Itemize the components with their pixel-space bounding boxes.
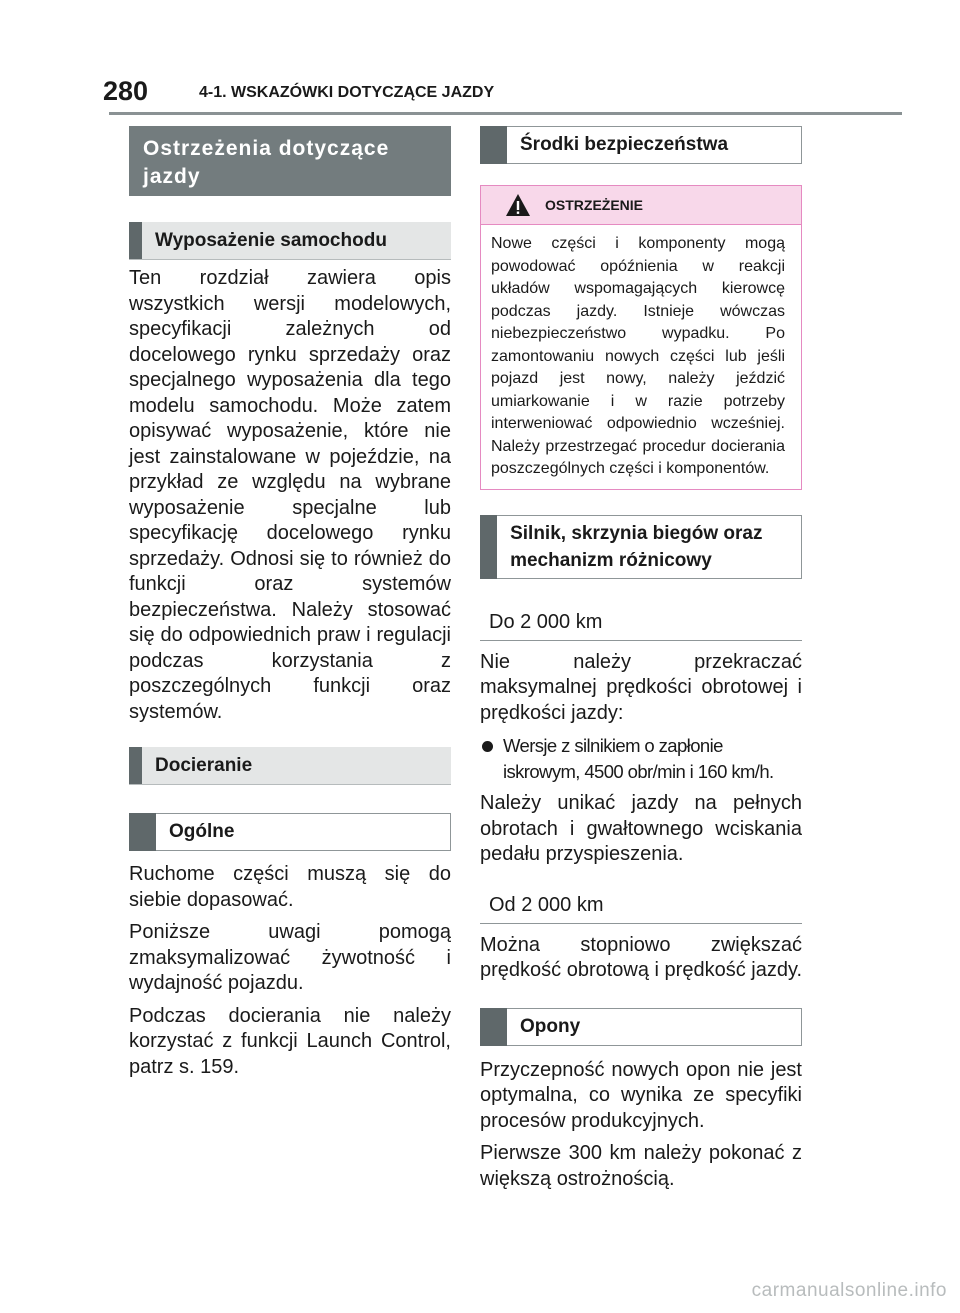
general-paragraph-2: Poniższe uwagi pomogą zmaksymalizować żywotność i wydajność pojazdu. (129, 921, 451, 994)
subsection-label: Wyposażenie samochodu (155, 229, 387, 251)
equipment-paragraph: Ten rozdział zawiera opis wszystkich wersji modelowych, specyfikacji zależnych od docelowego rynku sprzedaży oraz specjalnego wyposażenia dla tego modelu samochodu. Może zatem opisywać wyposażenie, które nie jest zainstalowane w pojeździe, na przykład ze względu na wybrane wyposażenie specjalne lub specyfikację docelowego rynku sprzedaży. Odnosi się to również do funkcji oraz systemów bezpieczeństwa. Należy stosować się do odpowiednich praw i regulacji podczas korzystania z poszczególnych funkcji oraz systemów. (129, 267, 451, 723)
subsection-label: Opony (520, 1015, 581, 1037)
subsection-marker (129, 813, 156, 851)
general-paragraph-3: Podczas docierania nie należy korzystać z funkcji Launch Control, patrz s. 159. (129, 1004, 451, 1078)
warning-header (481, 186, 801, 225)
chapter-title: 4-1. WSKAZÓWKI DOTYCZĄCE JAZDY (199, 84, 495, 101)
subsection-marker (129, 747, 142, 784)
warning-text: Nowe części i komponenty mogą powodować opóźnienia w reakcji układów wspomagających kierowcę podczas jazdy. Istnieje wówczas niebezpieczeństwo wypadku. Po zamontowaniu nowych części lub jeśli pojazd jest nowy, należy jeździć umiarkowanie i w razie potrzeby interweniować odpowiednio wcześniej. Należy przestrzegać procedur docierania poszczególnych części i komponentów. (491, 235, 785, 477)
header-rule (109, 112, 902, 115)
warning-triangle-icon (505, 193, 531, 217)
warning-box (480, 185, 802, 490)
general-paragraph-1: Ruchome części muszą się do siebie dopasować. (129, 863, 451, 911)
km-heading-from-2000: Od 2 000 km (480, 886, 802, 924)
right-column (480, 126, 802, 1192)
subsection-label: Silnik, skrzynia biegów oraz mechanizm różnicowy (510, 522, 763, 571)
subsection-general (129, 813, 451, 851)
warning-title: OSTRZEŻENIE (545, 197, 644, 213)
watermark: carmanualsonline.info (751, 1280, 947, 1301)
left-column (129, 126, 451, 1080)
bullet-text: Wersje z silnikiem o zapłonie iskrowym, 4500 obr/min i 160 km/h. (503, 735, 774, 782)
km2-paragraph: Można stopniowo zwiększać prędkość obrotową i prędkość jazdy. (480, 933, 803, 981)
km1-bullet (480, 733, 802, 784)
subsection-tires (480, 1008, 802, 1046)
subsection-label: Docieranie (155, 754, 253, 776)
subsection-marker (480, 126, 507, 164)
tires-paragraph-2: Pierwsze 300 km należy pokonać z większą ostrożnością. (480, 1142, 802, 1190)
km1-paragraph-2: Należy unikać jazdy na pełnych obrotach i gwałtownego wciskania pedału przyspieszenia. (480, 792, 802, 865)
km-heading-up-to-2000: Do 2 000 km (480, 603, 802, 641)
subsection-engine (480, 515, 802, 579)
subsection-label: Ogólne (169, 821, 235, 842)
subsection-marker (129, 222, 142, 259)
page-number: 280 (103, 76, 149, 106)
km1-paragraph: Nie należy przekraczać maksymalnej prędkości obrotowej i prędkości jazdy: (480, 650, 802, 724)
bullet-dot (482, 741, 493, 752)
subsection-marker (480, 1008, 507, 1046)
subsection-label: Środki bezpieczeństwa (520, 134, 729, 155)
section-title: Ostrzeżenia dotyczące jazdy (129, 126, 451, 196)
subsection-marker (480, 515, 497, 579)
subsection-break-in (129, 747, 451, 785)
subsection-equipment (129, 222, 451, 260)
tires-paragraph-1: Przyczepność nowych opon nie jest optymalna, co wynika ze specyfiki procesów produkcyjnych. (480, 1058, 802, 1132)
subsection-safety (480, 126, 802, 164)
